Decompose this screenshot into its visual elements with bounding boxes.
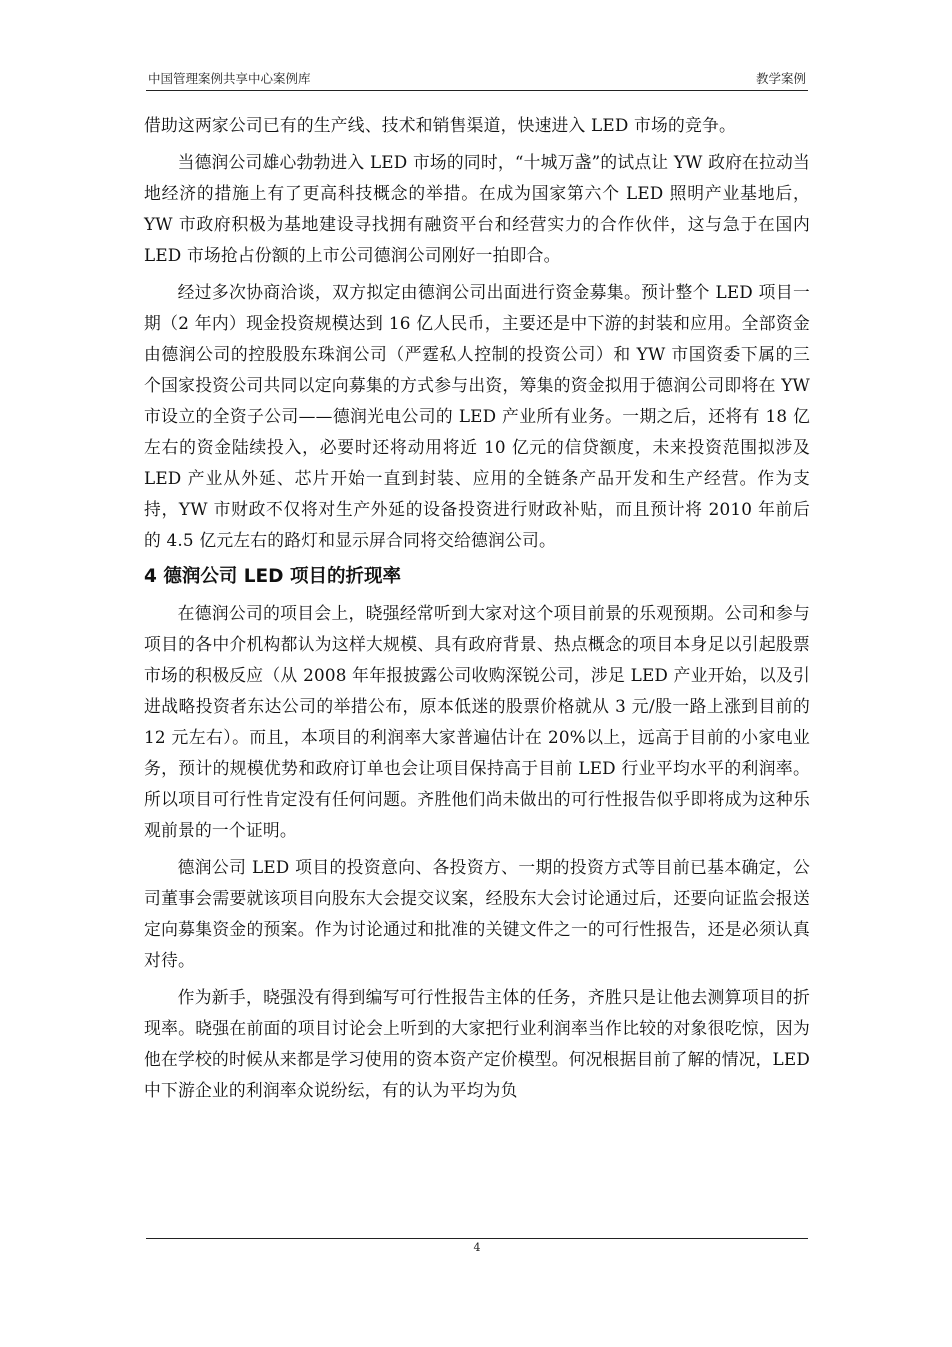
paragraph: 德润公司 LED 项目的投资意向、各投资方、一期的投资方式等目前已基本确定，公司董事会需要就该项目向股东大会提交议案，经股东大会讨论通过后，还要向证监会报送定向募集资金的预案。作为讨论通过和批准的关键文件之一的可行性报告，还是必须认真对待。 [144,857,810,970]
paragraph: 经过多次协商洽谈，双方拟定由德润公司出面进行资金募集。预计整个 LED 项目一期（2 年内）现金投资规模达到 16 亿人民币，主要还是中下游的封装和应用。全部资金由德润公司的控股股东珠润公司（严霆私人控制的投资公司）和 YW 市国资委下属的三个国家投资公司共同以定向募集的方式参与出资，筹集的资金拟用于德润公司即将在 YW 市设立的全资子公司——德润光电公司的 LED 产业所有业务。一期之后，还将有 18 亿左右的资金陆续投入，必要时还将动用将近 10 亿元的信贷额度，未来投资范围拟涉及 LED 产业从外延、芯片开始一直到封装、应用的全链条产品开发和生产经营。作为支持，YW 市财政不仅将对生产外延的设备投资进行财政补贴，而且预计将 2010 年前后的 4.5 亿元左右的路灯和显示屏合同将交给德润公司。 [144,282,810,550]
paragraph: 作为新手，晓强没有得到编写可行性报告主体的任务，齐胜只是让他去测算项目的折现率。晓强在前面的项目讨论会上听到的大家把行业利润率当作比较的对象很吃惊，因为他在学校的时候从来都是学习使用的资本资产定价模型。何况根据目前了解的情况，LED 中下游企业的利润率众说纷纭，有的认为平均为负 [144,987,810,1100]
section-heading: 4 德润公司 LED 项目的折现率 [144,566,401,587]
footer-divider [146,1238,808,1239]
document-body [144,110,810,1112]
header-right-label: 教学案例 [755,71,806,86]
page-header [146,66,808,91]
paragraph-continuation: 借助这两家公司已有的生产线、技术和销售渠道，快速进入 LED 市场的竞争。 [144,115,736,135]
page-number: 4 [473,1241,481,1254]
paragraph: 在德润公司的项目会上，晓强经常听到大家对这个项目前景的乐观预期。公司和参与项目的各中介机构都认为这样大规模、具有政府背景、热点概念的项目本身足以引起股票市场的积极反应（从 2008 年年报披露公司收购深锐公司，涉足 LED 产业开始，以及引进战略投资者东达公司的举措公布，原本低迷的股票价格就从 3 元/股一路上涨到目前的 12 元左右）。而且，本项目的利润率大家普遍估计在 20%以上，远高于目前的小家电业务，预计的规模优势和政府订单也会让项目保持高于目前 LED 行业平均水平的利润率。所以项目可行性肯定没有任何问题。齐胜他们尚未做出的可行性报告似乎即将成为这种乐观前景的一个证明。 [144,603,810,840]
paragraph: 当德润公司雄心勃勃进入 LED 市场的同时，“十城万盏”的试点让 YW 政府在拉动当地经济的措施上有了更高科技概念的举措。在成为国家第六个 LED 照明产业基地后，YW 市政府积极为基地建设寻找拥有融资平台和经营实力的合作伙伴，这与急于在国内 LED 市场抢占份额的上市公司德润公司刚好一拍即合。 [144,152,810,265]
header-left-title: 中国管理案例共享中心案例库 [148,71,311,86]
